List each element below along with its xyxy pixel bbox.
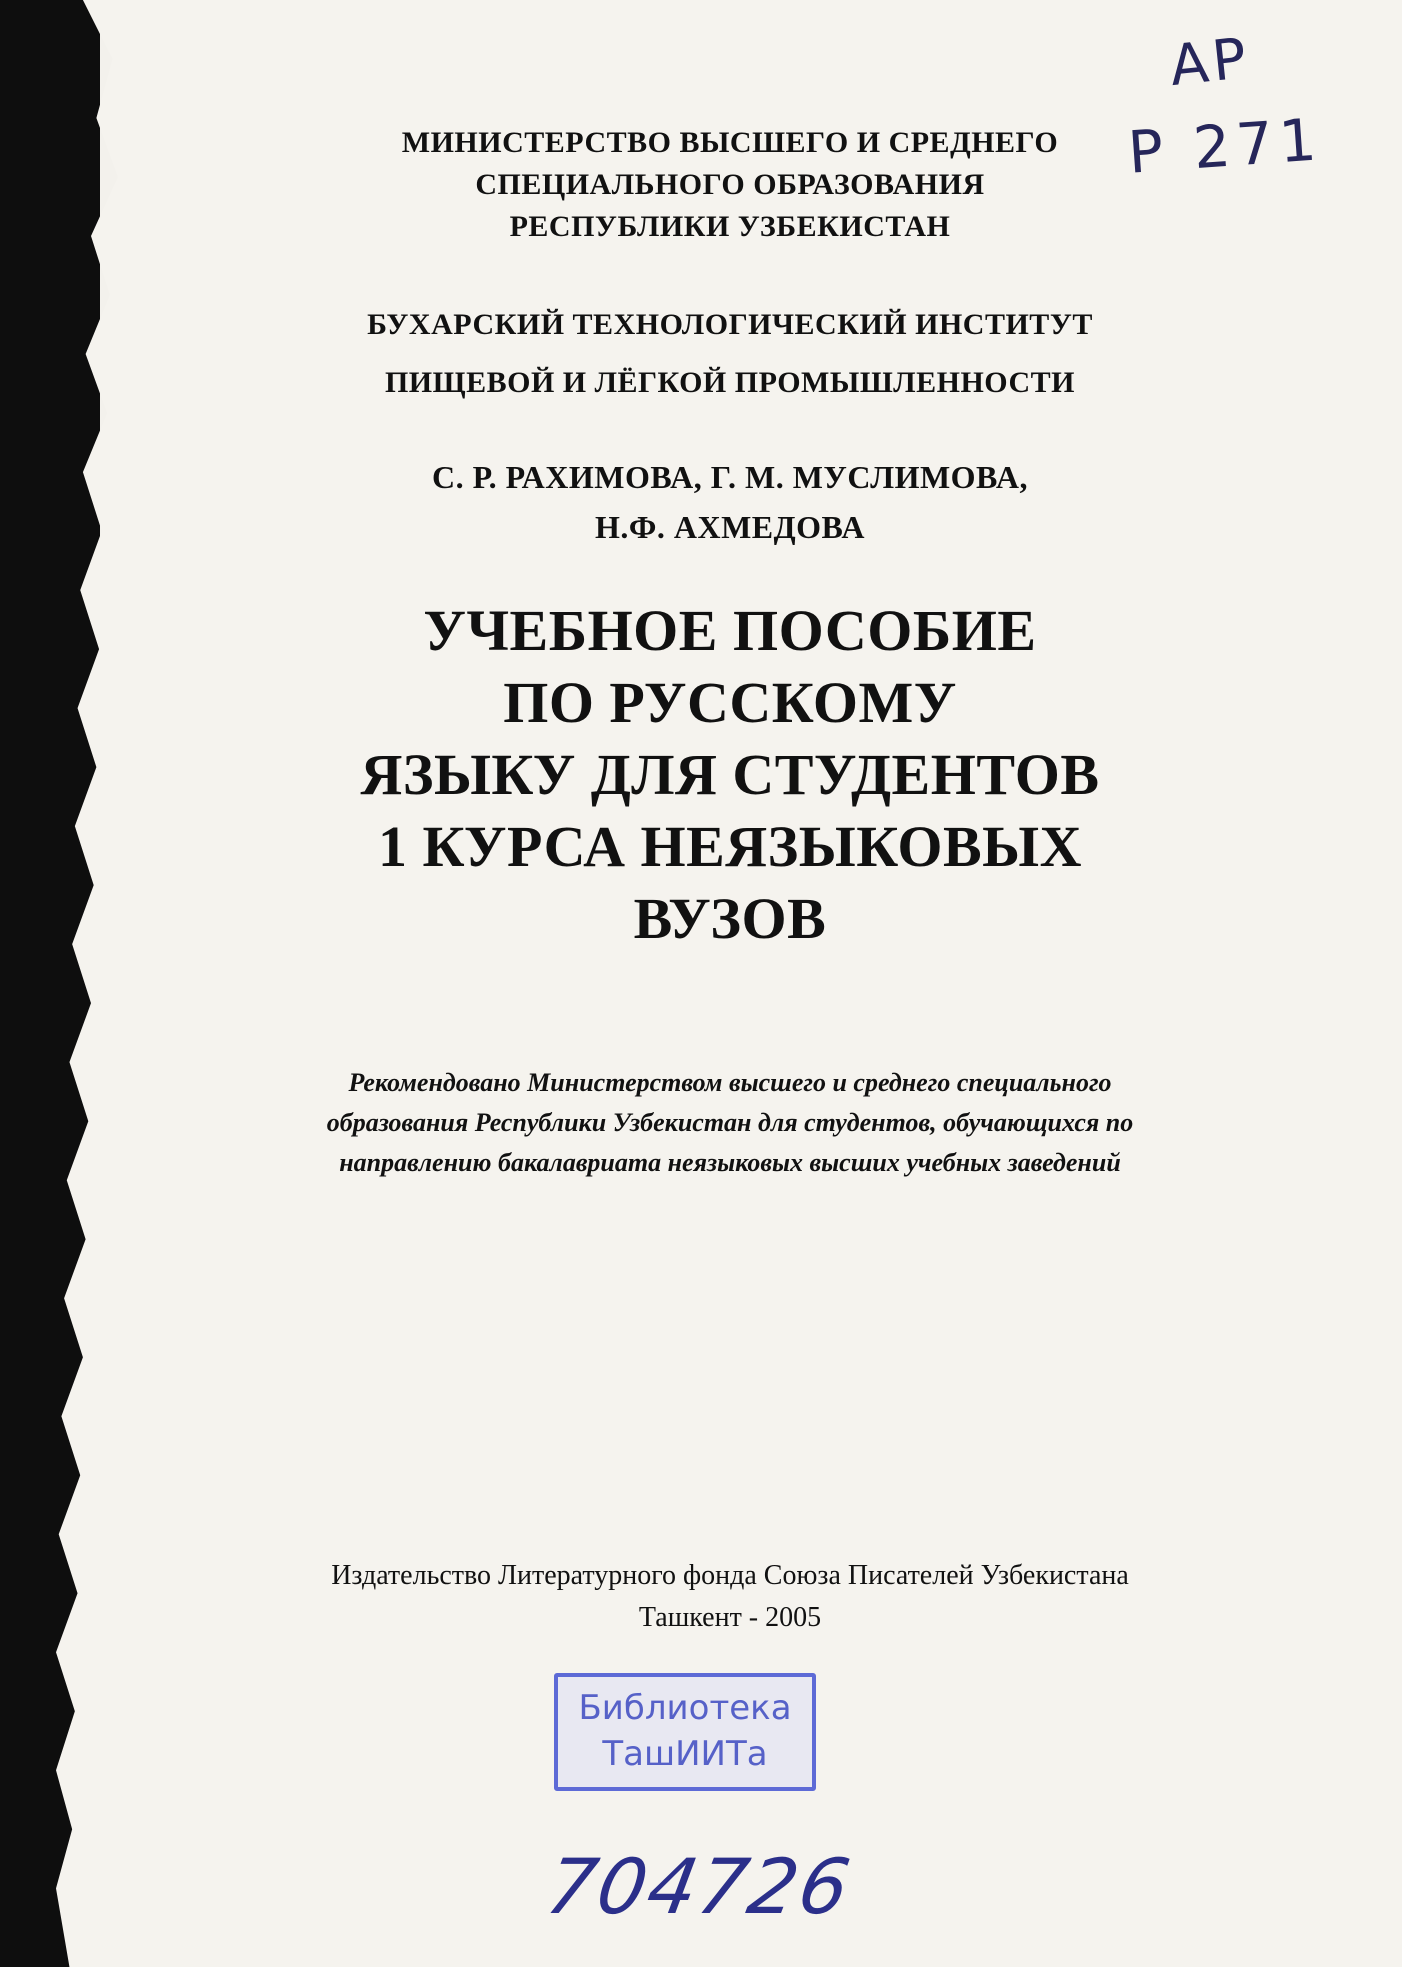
title-line: 1 КУРСА НЕЯЗЫКОВЫХ — [378, 814, 1082, 879]
authors-line: С. Р. РАХИМОВА, Г. М. МУСЛИМОВА, — [432, 459, 1028, 495]
ministry-line: МИНИСТЕРСТВО ВЫСШЕГО И СРЕДНЕГО — [401, 126, 1059, 159]
recommendation-line: Рекомендовано Министерством высшего и среднего специального — [348, 1068, 1112, 1097]
stamp-line1: Библиотека — [578, 1688, 792, 1728]
institute-heading — [140, 296, 1320, 412]
title-line: ЯЗЫКУ ДЛЯ СТУДЕНТОВ — [360, 742, 1100, 807]
title-line: УЧЕБНОЕ ПОСОБИЕ — [423, 598, 1037, 663]
book-title — [140, 595, 1320, 955]
title-line: ПО РУССКОМУ — [503, 670, 957, 735]
institute-line: ПИЩЕВОЙ И ЛЁГКОЙ ПРОМЫШЛЕННОСТИ — [384, 366, 1076, 399]
institute-line: БУХАРСКИЙ ТЕХНОЛОГИЧЕСКИЙ ИНСТИТУТ — [367, 308, 1093, 341]
handwritten-inventory-number: 704726 — [540, 1842, 858, 1931]
authors-line: Н.Ф. АХМЕДОВА — [595, 509, 865, 545]
handwritten-shelf-code-line1: АР — [1166, 25, 1254, 100]
stamp-line2: ТашИИТа — [602, 1734, 768, 1774]
authors — [140, 452, 1320, 552]
publisher-name: Издательство Литературного фонда Союза Писателей Узбекистана — [331, 1560, 1129, 1591]
ministry-heading — [140, 122, 1320, 248]
recommendation-line: направлению бакалавриата неязыковых высших учебных заведений — [339, 1148, 1121, 1177]
recommendation-line: образования Республики Узбекистан для студентов, обучающихся по — [326, 1108, 1134, 1137]
library-stamp — [554, 1673, 816, 1791]
publisher-info — [140, 1555, 1320, 1639]
recommendation-note — [120, 1063, 1340, 1183]
ministry-line: РЕСПУБЛИКИ УЗБЕКИСТАН — [509, 210, 951, 243]
publisher-city-year: Ташкент - 2005 — [638, 1602, 822, 1633]
handwritten-shelf-code-line2: Р 271 — [1125, 105, 1325, 187]
ministry-line: СПЕЦИАЛЬНОГО ОБРАЗОВАНИЯ — [475, 168, 985, 201]
title-line: ВУЗОВ — [633, 886, 827, 951]
